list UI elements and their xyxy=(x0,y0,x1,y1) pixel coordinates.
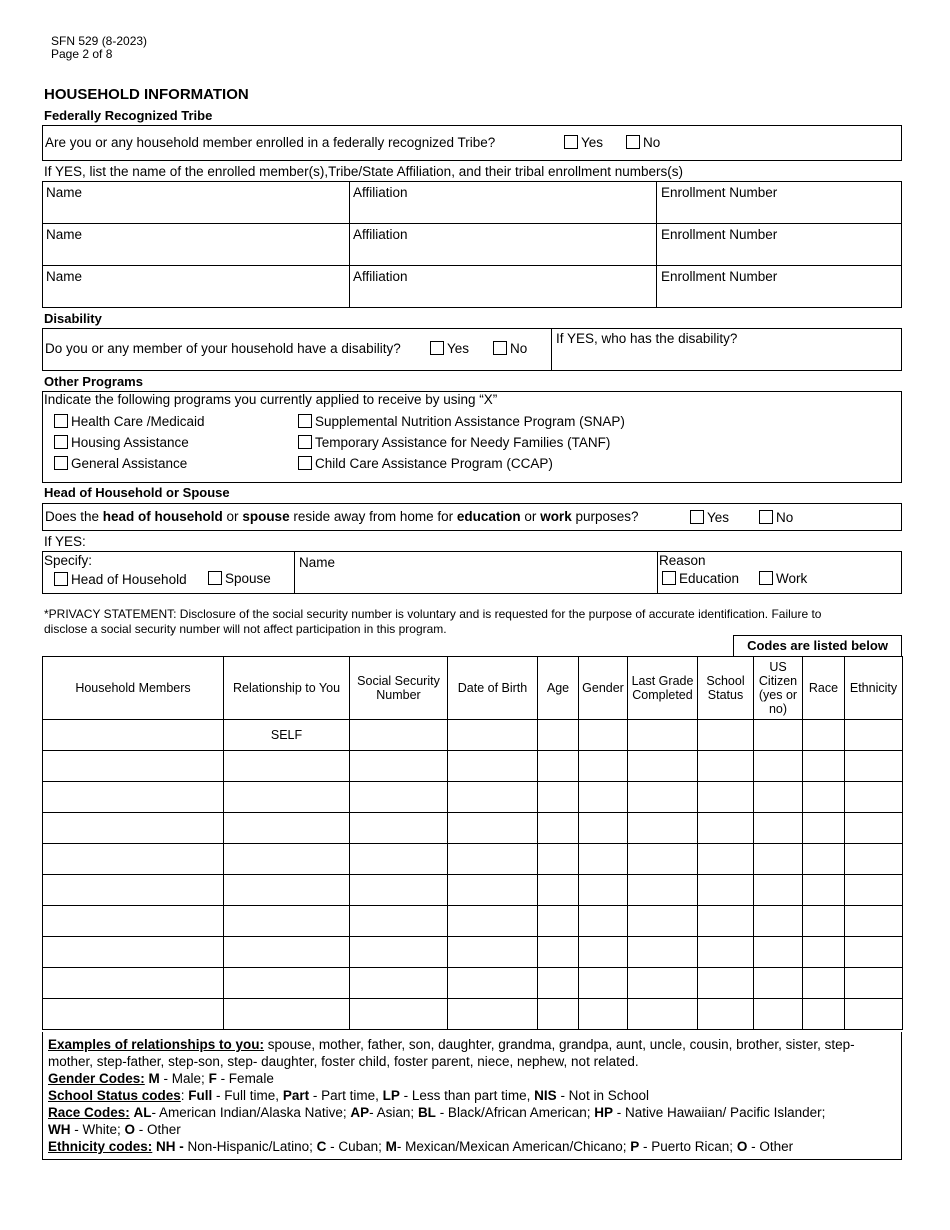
table-cell[interactable] xyxy=(448,844,538,875)
education-label: Education xyxy=(679,571,740,586)
table-cell[interactable] xyxy=(350,937,448,968)
table-cell[interactable] xyxy=(43,844,224,875)
work-label: Work xyxy=(776,571,808,586)
table-cell[interactable] xyxy=(803,999,845,1030)
gender-codes: Gender Codes: M - Male; F - Female xyxy=(48,1071,274,1086)
table-cell[interactable] xyxy=(350,906,448,937)
head-no-option[interactable] xyxy=(759,510,793,525)
table-cell[interactable] xyxy=(628,720,698,751)
table-cell[interactable] xyxy=(845,844,903,875)
table-cell[interactable] xyxy=(224,968,350,999)
table-cell[interactable] xyxy=(43,813,224,844)
table-cell[interactable] xyxy=(803,720,845,751)
tribe-no-checkbox[interactable] xyxy=(626,135,640,149)
table-cell[interactable] xyxy=(628,751,698,782)
table-cell[interactable] xyxy=(579,968,628,999)
race-codes-cont: WH - White; O - Other xyxy=(48,1122,181,1137)
table-cell[interactable] xyxy=(845,813,903,844)
table-cell[interactable] xyxy=(224,875,350,906)
table-cell[interactable] xyxy=(538,751,579,782)
table-cell[interactable] xyxy=(579,844,628,875)
spouse-checkbox[interactable] xyxy=(208,571,222,585)
table-header-row xyxy=(43,657,903,720)
table-cell[interactable] xyxy=(579,999,628,1030)
table-cell[interactable] xyxy=(754,999,803,1030)
page-number: Page 2 of 8 xyxy=(51,47,113,61)
col-header: Ethnicity xyxy=(845,657,903,720)
table-cell[interactable] xyxy=(803,782,845,813)
table-cell[interactable] xyxy=(754,875,803,906)
table-cell[interactable] xyxy=(43,968,224,999)
table-cell[interactable] xyxy=(803,844,845,875)
specify-spouse-option[interactable] xyxy=(208,571,271,586)
program-tanf[interactable] xyxy=(298,435,610,450)
table-cell[interactable] xyxy=(698,751,754,782)
table-cell[interactable] xyxy=(698,937,754,968)
table-cell[interactable] xyxy=(224,782,350,813)
table-cell[interactable] xyxy=(448,720,538,751)
table-row xyxy=(43,937,903,968)
table-cell[interactable] xyxy=(754,720,803,751)
tribe-yes-label: Yes xyxy=(581,135,604,150)
tribe-row1-name[interactable]: Name xyxy=(46,185,83,200)
disability-yes-option[interactable] xyxy=(430,341,469,356)
col-header: School Status xyxy=(698,657,754,720)
tribe-members-grid xyxy=(42,181,902,308)
work-checkbox[interactable] xyxy=(759,571,773,585)
table-cell[interactable] xyxy=(579,720,628,751)
codes-legend xyxy=(42,1032,902,1160)
table-cell[interactable] xyxy=(538,720,579,751)
table-cell[interactable] xyxy=(754,844,803,875)
table-cell[interactable] xyxy=(350,782,448,813)
disability-who-field[interactable]: If YES, who has the disability? xyxy=(556,331,738,346)
table-row xyxy=(43,813,903,844)
head-if-yes: If YES: xyxy=(44,534,86,549)
table-cell[interactable] xyxy=(845,968,903,999)
table-cell[interactable]: SELF xyxy=(224,720,350,751)
snap-label: Supplemental Nutrition Assistance Program (SNAP) xyxy=(315,414,625,429)
table-cell[interactable] xyxy=(448,751,538,782)
table-cell[interactable] xyxy=(845,875,903,906)
table-cell[interactable] xyxy=(224,906,350,937)
medicaid-label: Health Care /Medicaid xyxy=(71,414,205,429)
table-cell[interactable] xyxy=(538,813,579,844)
table-cell[interactable] xyxy=(845,782,903,813)
table-cell[interactable] xyxy=(845,999,903,1030)
table-cell[interactable] xyxy=(754,782,803,813)
table-cell[interactable] xyxy=(538,875,579,906)
programs-box xyxy=(42,391,902,483)
table-cell[interactable] xyxy=(43,906,224,937)
table-cell[interactable] xyxy=(538,844,579,875)
table-cell[interactable] xyxy=(350,999,448,1030)
disability-heading: Disability xyxy=(44,311,102,326)
tribe-no-label: No xyxy=(643,135,661,150)
table-cell[interactable] xyxy=(538,968,579,999)
table-cell[interactable] xyxy=(803,751,845,782)
table-row xyxy=(43,875,903,906)
table-cell[interactable] xyxy=(448,875,538,906)
table-cell[interactable] xyxy=(538,782,579,813)
table-cell[interactable] xyxy=(628,844,698,875)
head-yes-label: Yes xyxy=(707,510,730,525)
disability-no-option[interactable] xyxy=(493,341,527,356)
table-cell[interactable] xyxy=(448,813,538,844)
table-cell[interactable] xyxy=(628,999,698,1030)
tribe-row3-enrollment[interactable]: Enrollment Number xyxy=(661,269,778,284)
snap-checkbox[interactable] xyxy=(298,414,312,428)
table-cell[interactable] xyxy=(628,813,698,844)
medicaid-checkbox[interactable] xyxy=(54,414,68,428)
table-cell[interactable] xyxy=(579,875,628,906)
school-status-codes: School Status codes: Full - Full time, Part - Part time, LP - Less than part time, NIS - Not in School xyxy=(48,1088,649,1103)
col-header: Race xyxy=(803,657,845,720)
tribe-row2-affiliation[interactable]: Affiliation xyxy=(353,227,408,242)
table-cell[interactable] xyxy=(754,906,803,937)
tribe-question-box xyxy=(42,125,902,161)
housing-checkbox[interactable] xyxy=(54,435,68,449)
table-cell[interactable] xyxy=(698,813,754,844)
table-cell[interactable] xyxy=(845,906,903,937)
relationship-examples: Examples of relationships to you: spouse, mother, father, son, daughter, grandma, grandpa, aunt, uncle, cousin, brother, sister, step-mother, step-father, step-son, step- daughter, foster child, foster parent, niece, nephew, not related. xyxy=(48,1037,855,1069)
table-cell[interactable] xyxy=(803,906,845,937)
tribe-row2-enrollment[interactable]: Enrollment Number xyxy=(661,227,778,242)
table-cell[interactable] xyxy=(698,875,754,906)
table-cell[interactable] xyxy=(754,937,803,968)
table-cell[interactable] xyxy=(579,751,628,782)
general-checkbox[interactable] xyxy=(54,456,68,470)
program-ccap[interactable] xyxy=(298,456,553,471)
table-row xyxy=(43,844,903,875)
table-cell[interactable] xyxy=(43,937,224,968)
table-cell[interactable] xyxy=(43,875,224,906)
table-cell[interactable] xyxy=(43,720,224,751)
table-cell[interactable] xyxy=(448,937,538,968)
table-cell[interactable] xyxy=(803,875,845,906)
table-cell[interactable] xyxy=(698,720,754,751)
tribe-row3-affiliation[interactable]: Affiliation xyxy=(353,269,408,284)
table-cell[interactable] xyxy=(43,999,224,1030)
table-cell[interactable] xyxy=(448,906,538,937)
table-cell[interactable] xyxy=(350,968,448,999)
program-general[interactable] xyxy=(54,456,187,471)
table-cell[interactable] xyxy=(579,906,628,937)
head-yes-option[interactable] xyxy=(690,510,729,525)
tribe-yes-option[interactable] xyxy=(564,135,603,150)
hoh-checkbox[interactable] xyxy=(54,572,68,586)
table-cell[interactable] xyxy=(698,906,754,937)
table-cell[interactable] xyxy=(43,751,224,782)
table-cell[interactable] xyxy=(538,937,579,968)
reason-label: Reason xyxy=(659,553,706,568)
tribe-row1-affiliation[interactable]: Affiliation xyxy=(353,185,408,200)
table-cell[interactable] xyxy=(350,720,448,751)
disability-no-checkbox[interactable] xyxy=(493,341,507,355)
table-cell[interactable] xyxy=(628,937,698,968)
head-question: Does the head of household or spouse reside away from home for education or work purposes? xyxy=(45,509,639,524)
reason-work-option[interactable] xyxy=(759,571,807,586)
tanf-label: Temporary Assistance for Needy Families (TANF) xyxy=(315,435,611,450)
table-cell[interactable] xyxy=(448,782,538,813)
table-body xyxy=(43,720,903,1030)
codes-note: Codes are listed below xyxy=(733,635,902,657)
tanf-checkbox[interactable] xyxy=(298,435,312,449)
disability-box xyxy=(42,328,902,371)
col-header: Social Security Number xyxy=(350,657,448,720)
table-cell[interactable] xyxy=(538,906,579,937)
table-cell[interactable] xyxy=(538,999,579,1030)
tribe-yes-checkbox[interactable] xyxy=(564,135,578,149)
ccap-label: Child Care Assistance Program (CCAP) xyxy=(315,456,553,471)
tribe-row3-name[interactable]: Name xyxy=(46,269,83,284)
program-medicaid[interactable] xyxy=(54,414,205,429)
tribe-row2-name[interactable]: Name xyxy=(46,227,83,242)
col-header: Age xyxy=(538,657,579,720)
table-cell[interactable] xyxy=(350,751,448,782)
head-no-label: No xyxy=(776,510,794,525)
specify-hoh-option[interactable] xyxy=(54,572,187,587)
disability-no-label: No xyxy=(510,341,528,356)
table-cell[interactable] xyxy=(43,782,224,813)
head-no-checkbox[interactable] xyxy=(759,510,773,524)
privacy-statement: *PRIVACY STATEMENT: Disclosure of the social security number is voluntary and is requested for the purpose of accurate identification. Failure to disclose a social security number will not affect participation in this program. xyxy=(44,607,822,636)
table-cell[interactable] xyxy=(698,782,754,813)
table-cell[interactable] xyxy=(754,751,803,782)
tribe-list-instruction: If YES, list the name of the enrolled member(s),Tribe/State Affiliation, and their tribal enrollment numbers(s) xyxy=(44,164,684,179)
disability-question: Do you or any member of your household have a disability? xyxy=(45,341,401,356)
col-header: Household Members xyxy=(43,657,224,720)
table-cell[interactable] xyxy=(448,999,538,1030)
form-number: SFN 529 (8-2023) xyxy=(51,34,148,48)
table-cell[interactable] xyxy=(628,906,698,937)
ethnicity-codes: Ethnicity codes: NH - Non-Hispanic/Latino; C - Cuban; M- Mexican/Mexican American/Chicano; P - Puerto Rican; O - Other xyxy=(48,1139,794,1154)
table-row xyxy=(43,720,903,751)
head-question-box xyxy=(42,503,902,531)
table-cell[interactable] xyxy=(350,875,448,906)
table-cell[interactable] xyxy=(224,999,350,1030)
table-cell[interactable] xyxy=(350,844,448,875)
col-header: US Citizen (yes or no) xyxy=(754,657,803,720)
race-codes: Race Codes: AL- American Indian/Alaska Native; AP- Asian; BL - Black/African American; HP - Native Hawaiian/ Pacific Islander; xyxy=(48,1105,826,1120)
table-cell[interactable] xyxy=(698,844,754,875)
table-cell[interactable] xyxy=(350,813,448,844)
table-cell[interactable] xyxy=(845,720,903,751)
program-snap[interactable] xyxy=(298,414,625,429)
program-housing[interactable] xyxy=(54,435,189,450)
table-cell[interactable] xyxy=(579,937,628,968)
table-cell[interactable] xyxy=(754,968,803,999)
form-header xyxy=(51,35,147,61)
table-cell[interactable] xyxy=(224,813,350,844)
table-row xyxy=(43,751,903,782)
table-cell[interactable] xyxy=(224,937,350,968)
housing-label: Housing Assistance xyxy=(71,435,189,450)
table-cell[interactable] xyxy=(579,813,628,844)
specify-label: Specify: xyxy=(44,553,93,568)
table-cell[interactable] xyxy=(628,782,698,813)
table-row xyxy=(43,968,903,999)
table-cell[interactable] xyxy=(448,968,538,999)
programs-instruction: Indicate the following programs you currently applied to receive by using “X” xyxy=(44,392,498,407)
table-cell[interactable] xyxy=(698,968,754,999)
page-title: HOUSEHOLD INFORMATION xyxy=(44,86,249,103)
table-cell[interactable] xyxy=(803,937,845,968)
table-cell[interactable] xyxy=(698,999,754,1030)
col-header: Gender xyxy=(579,657,628,720)
disability-yes-checkbox[interactable] xyxy=(430,341,444,355)
reason-education-option[interactable] xyxy=(662,571,739,586)
table-cell[interactable] xyxy=(224,844,350,875)
table-cell[interactable] xyxy=(803,813,845,844)
table-cell[interactable] xyxy=(224,751,350,782)
col-header: Last Grade Completed xyxy=(628,657,698,720)
household-members-table xyxy=(42,656,903,1030)
education-checkbox[interactable] xyxy=(662,571,676,585)
head-name-field[interactable]: Name xyxy=(299,555,336,570)
table-cell[interactable] xyxy=(845,937,903,968)
table-row xyxy=(43,782,903,813)
col-header: Date of Birth xyxy=(448,657,538,720)
table-cell[interactable] xyxy=(579,782,628,813)
head-heading: Head of Household or Spouse xyxy=(44,485,230,500)
ccap-checkbox[interactable] xyxy=(298,456,312,470)
programs-heading: Other Programs xyxy=(44,374,143,389)
table-cell[interactable] xyxy=(628,968,698,999)
col-header: Relationship to You xyxy=(224,657,350,720)
tribe-heading: Federally Recognized Tribe xyxy=(44,108,213,123)
table-cell[interactable] xyxy=(628,875,698,906)
tribe-no-option[interactable] xyxy=(626,135,660,150)
table-row xyxy=(43,999,903,1030)
hoh-label: Head of Household xyxy=(71,572,187,587)
general-label: General Assistance xyxy=(71,456,188,471)
table-cell[interactable] xyxy=(845,751,903,782)
table-cell[interactable] xyxy=(754,813,803,844)
table-row xyxy=(43,906,903,937)
head-yes-checkbox[interactable] xyxy=(690,510,704,524)
head-detail-box xyxy=(42,551,902,594)
disability-yes-label: Yes xyxy=(447,341,470,356)
table-cell[interactable] xyxy=(803,968,845,999)
tribe-question: Are you or any household member enrolled in a federally recognized Tribe? xyxy=(45,135,496,150)
tribe-row1-enrollment[interactable]: Enrollment Number xyxy=(661,185,778,200)
spouse-label: Spouse xyxy=(225,571,271,586)
